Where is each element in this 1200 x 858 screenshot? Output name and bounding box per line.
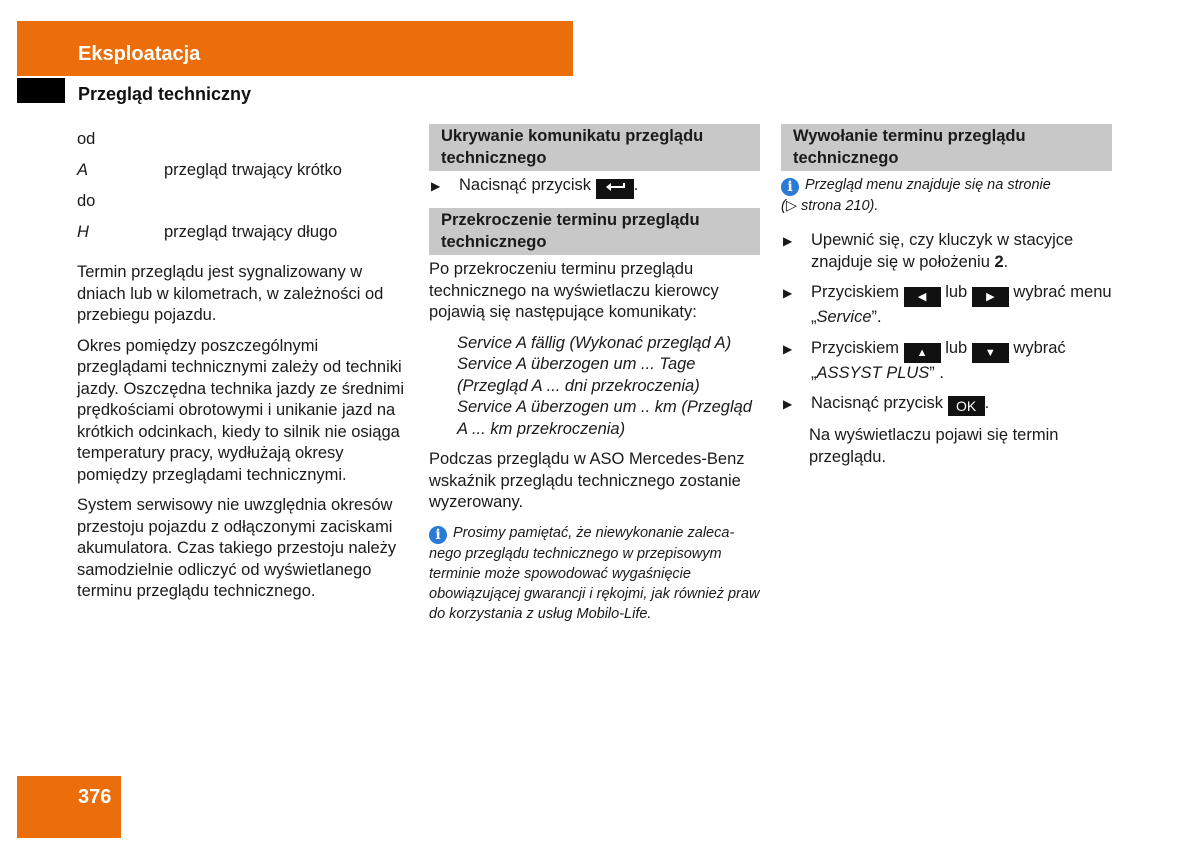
page-reference[interactable]: (▷ strona 210). xyxy=(781,198,879,214)
instruction-step: ▶ Nacisnąć przycisk OK . xyxy=(783,394,990,414)
paragraph: Podczas przeglądu w ASO Mercedes-Benz wskaźnik przeglądu technicznego zostanie wyzerowany. xyxy=(429,450,745,511)
definition-row xyxy=(77,186,407,217)
left-arrow-key-icon: ◀ xyxy=(904,287,941,307)
definition-row xyxy=(77,155,407,186)
subsection-marker xyxy=(17,78,65,103)
column-2 xyxy=(429,124,760,636)
definition-row xyxy=(77,124,407,155)
definition-key: H xyxy=(77,222,89,241)
display-message: Service A fällig (Wykonać przegląd A) xyxy=(457,333,732,352)
up-arrow-key-icon: ▲ xyxy=(904,343,941,363)
definition-value: przegląd trwający krótko xyxy=(164,160,342,179)
definition-key: od xyxy=(77,129,96,148)
page-number: 376 xyxy=(78,786,112,808)
definition-key: A xyxy=(77,160,89,179)
column-1 xyxy=(77,124,407,612)
section-heading: Przekroczenie terminu przeglądu technicznego xyxy=(429,208,760,255)
paragraph: Po przekroczeniu terminu przeglądu technicznego na wyświetlaczu kierowcy pojawią się następujące komunikaty: xyxy=(429,260,719,321)
page-number-block xyxy=(17,776,121,838)
instruction-step: ▶ Nacisnąć przycisk . xyxy=(429,175,760,199)
instruction-step: ▶ Upewnić się, czy kluczyk w stacyjce znajduje się w położeniu 2. xyxy=(781,230,1112,273)
bullet-icon: ▶ xyxy=(431,179,441,193)
bullet-icon: ▶ xyxy=(783,397,793,411)
paragraph: Termin przeglądu jest sygnalizowany w dniach lub w kilometrach, w zależności od przebiegu pojazdu. xyxy=(77,263,384,324)
bullet-icon: ▶ xyxy=(783,234,793,248)
back-key-icon xyxy=(596,179,634,199)
section-heading: Wywołanie terminu przeglądu technicznego xyxy=(781,124,1112,171)
right-arrow-key-icon: ▶ xyxy=(972,287,1009,307)
page-title: Przegląd techniczny xyxy=(78,84,252,104)
definition-row xyxy=(77,217,407,248)
column-3 xyxy=(781,124,1112,477)
info-icon: i xyxy=(429,526,447,544)
definition-list xyxy=(77,124,407,248)
bullet-icon: ▶ xyxy=(783,341,793,356)
section-title: Eksploatacja xyxy=(78,43,201,65)
info-icon: i xyxy=(781,178,799,196)
paragraph: Okres pomiędzy poszczególnymi przeglądami technicznymi zależy od techniki jazdy. Oszczędna technika jazdy ze średnimi prędkościami obrotowymi i unikanie jazd na krótkich odcinkach, kiedy to silnik nie osiąga temperatury pracy, wydłużają okresy pomiędzy przeglądami technicznymi. xyxy=(77,336,405,484)
info-note: i Prosimy pamiętać, że niewykonanie zalecanego przeglądu technicznego w przepisowym terminie może spowodować wygaśnięcie obowiązującej gwarancji i rękojmi, jak również praw do korzystania z usług Mobilo-Life. xyxy=(429,524,760,622)
definition-key: do xyxy=(77,191,96,210)
header-bar xyxy=(17,21,573,76)
instruction-step: ▶ Przyciskiem ◀ lub ▶ wybrać menu „Service”. xyxy=(781,282,1112,329)
definition-value: przegląd trwający długo xyxy=(164,222,338,241)
instruction-step: ▶ Przyciskiem ▲ lub ▼ wybrać „ASSYST PLUS” . xyxy=(781,338,1112,385)
ok-key-icon: OK xyxy=(948,396,985,416)
display-message: Service A überzogen um .. km (Przegląd A ... km przekroczenia) xyxy=(457,398,752,438)
bullet-icon: ▶ xyxy=(783,286,793,300)
down-arrow-key-icon: ▼ xyxy=(972,343,1009,363)
result-text: Na wyświetlaczu pojawi się termin przeglądu. xyxy=(809,426,1059,466)
display-message: Service A überzogen um ... Tage (Przegląd A ... dni przekroczenia) xyxy=(457,355,700,395)
display-messages xyxy=(429,333,760,441)
section-heading: Ukrywanie komunikatu przeglądu technicznego xyxy=(429,124,760,171)
paragraph: System serwisowy nie uwzględnia okresów przestoju pojazdu z odłączonymi zaciskami akumulatora. Czas takiego przestoju należy samodzielnie odliczyć od wyświetlanego terminu przeglądu technicznego. xyxy=(77,496,397,600)
info-note: i Przegląd menu znajduje się na stronie (▷ strona 210). xyxy=(781,177,1051,214)
